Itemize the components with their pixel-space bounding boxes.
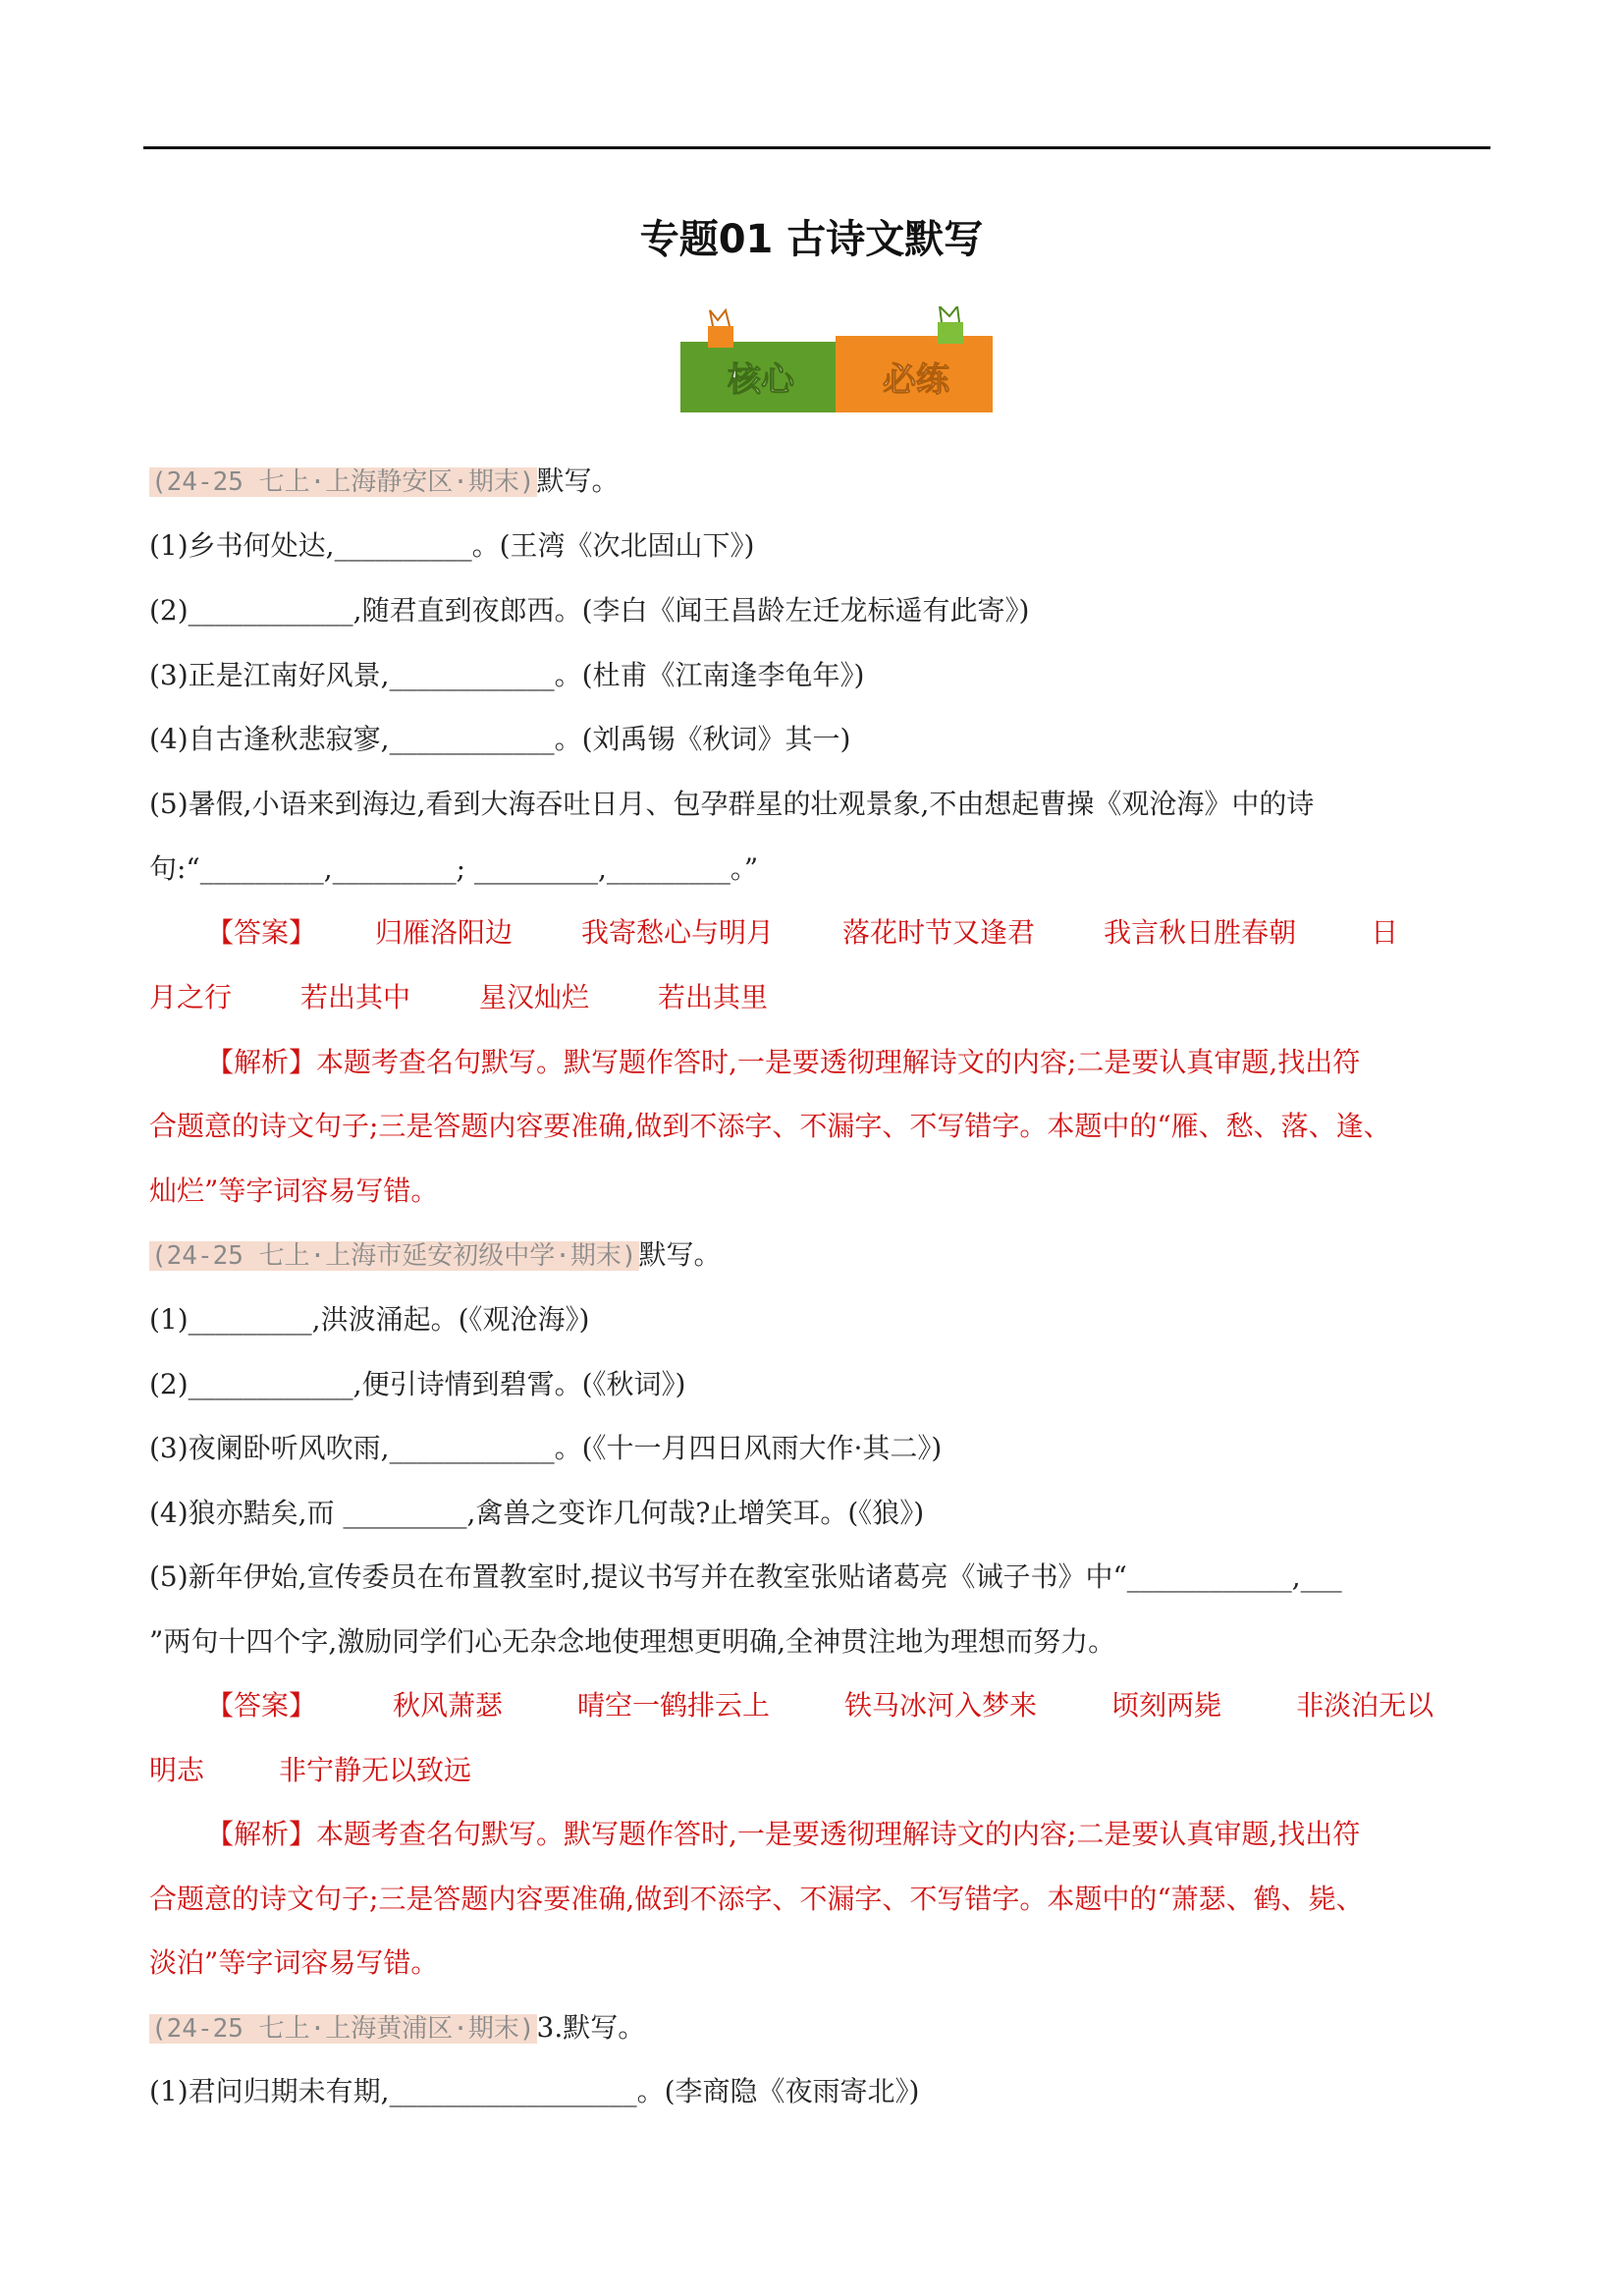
answer-line: [206, 1686, 1434, 1725]
question-header: [149, 462, 620, 502]
analysis-line: 合题意的诗文句子;三是答题内容要准确,做到不添字、不漏字、不写错字。本题中的“萧瑟、鹤、毙、: [149, 1883, 1364, 1915]
header-rule: [143, 146, 1490, 149]
question-item: 句:“_________,_________; _________,_________。”: [149, 852, 759, 885]
answer-item: 若出其里: [658, 981, 769, 1013]
page-title: 专题01 古诗文默写: [639, 217, 984, 262]
question-item: (1)君问归期未有期,__________________。(李商隐《夜雨寄北》): [149, 2075, 920, 2107]
analysis-line: 淡泊”等字词容易写错。: [149, 1946, 439, 1979]
question-item: (4)狼亦黠矣,而 _________,禽兽之变诈几何哉?止增笑耳。(《狼》): [149, 1497, 925, 1529]
source-tag: (24-25 七上·上海静安区·期末): [151, 467, 535, 497]
binder-clip-icon: [938, 306, 963, 344]
answer-item: 铁马冰河入梦来: [844, 1689, 1038, 1722]
answer-item: 秋风萧瑟: [393, 1689, 504, 1722]
answer-item: 我寄愁心与明月: [581, 916, 775, 949]
question-item: (1)乡书何处达,__________。(王湾《次北固山下》): [149, 529, 755, 562]
question-item: (4)自古逢秋悲寂寥,____________。(刘禹锡《秋词》其一): [149, 723, 851, 755]
question-header: [149, 2008, 645, 2049]
answer-line: [206, 913, 1398, 953]
source-tag: (24-25 七上·上海市延安初级中学·期末): [151, 1241, 637, 1271]
analysis-text: 本题考查名句默写。默写题作答时,一是要透彻理解诗文的内容;二是要认真审题,找出符: [316, 1818, 1361, 1850]
analysis-line: 灿烂”等字词容易写错。: [149, 1175, 439, 1207]
answer-label: 【答案】: [206, 1689, 317, 1722]
answer-item: 顷刻两毙: [1111, 1689, 1222, 1722]
question-item: (5)新年伊始,宣传委员在布置教室时,提议书写并在教室张贴诸葛亮《诫子书》中“____________,___: [149, 1560, 1342, 1593]
answer-item: 日: [1371, 916, 1399, 949]
analysis-text: 本题考查名句默写。默写题作答时,一是要透彻理解诗文的内容;二是要认真审题,找出符: [316, 1046, 1361, 1078]
question-item: ”两句十四个字,激励同学们心无杂念地使理想更明确,全神贯注地为理想而努力。: [149, 1625, 1116, 1658]
binder-clip-icon: [708, 310, 733, 348]
answer-item: 星汉灿烂: [479, 981, 590, 1013]
answer-item: 落花时节又逢君: [842, 916, 1036, 949]
answer-item: 非淡泊无以: [1296, 1689, 1434, 1722]
analysis-line: 合题意的诗文句子;三是答题内容要准确,做到不添字、不漏字、不写错字。本题中的“雁、愁、落、逢、: [149, 1110, 1391, 1142]
source-tag: (24-25 七上·上海黄浦区·期末): [151, 2014, 535, 2044]
analysis-label: 【解析】: [206, 1818, 317, 1850]
answer-line: [149, 978, 768, 1017]
core-practice-banner: [680, 306, 993, 416]
answer-item: 晴空一鹤排云上: [577, 1689, 771, 1722]
answer-line: [149, 1751, 471, 1790]
analysis-line: [206, 1043, 1360, 1082]
question-stem: 默写。: [638, 1238, 722, 1271]
answer-item: 明志: [149, 1754, 205, 1786]
question-item: (5)暑假,小语来到海边,看到大海吞吐日月、包孕群星的壮观景象,不由想起曹操《观沧海》中的诗: [149, 788, 1315, 820]
banner-left-text: 核心: [728, 360, 794, 400]
analysis-label: 【解析】: [206, 1046, 317, 1078]
answer-item: 若出其中: [300, 981, 411, 1013]
question-header: [149, 1235, 722, 1276]
analysis-line: [206, 1815, 1360, 1854]
answer-label: 【答案】: [206, 916, 317, 949]
answer-item: 我言秋日胜春朝: [1104, 916, 1297, 949]
answer-item: 月之行: [149, 981, 233, 1013]
question-item: (3)正是江南好风景,____________。(杜甫《江南逢李龟年》): [149, 659, 865, 691]
question-stem: 默写。: [536, 465, 620, 497]
question-item: (3)夜阑卧听风吹雨,____________。(《十一月四日风雨大作·其二》): [149, 1432, 943, 1464]
question-item: (2)____________,随君直到夜郎西。(李白《闻王昌龄左迁龙标遥有此寄》): [149, 594, 1030, 627]
banner-right-text: 必练: [883, 360, 949, 400]
question-stem: 3.默写。: [536, 2011, 646, 2044]
question-item: (2)____________,便引诗情到碧霄。(《秋词》): [149, 1368, 686, 1400]
question-item: (1)_________,洪波涌起。(《观沧海》): [149, 1303, 590, 1336]
answer-item: 归雁洛阳边: [375, 916, 514, 949]
answer-item: 非宁静无以致远: [279, 1754, 472, 1786]
